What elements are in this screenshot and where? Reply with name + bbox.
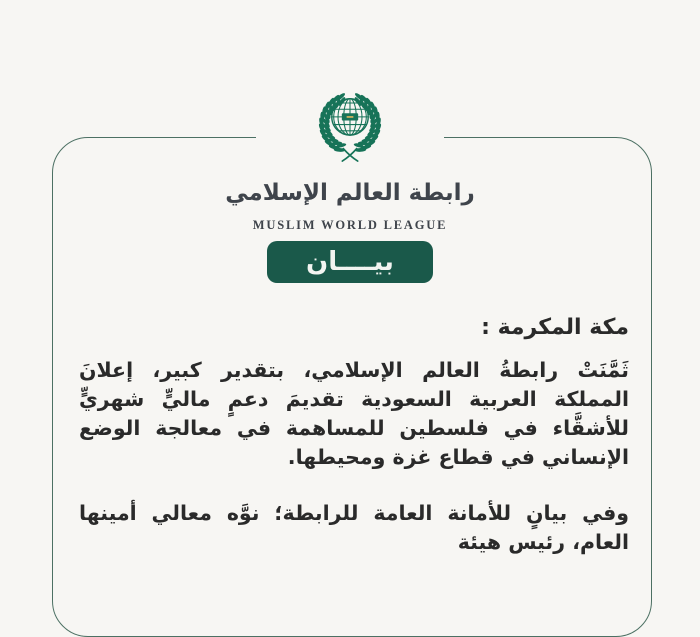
- org-header: [225, 84, 475, 283]
- banner-label: بيــــان: [306, 247, 394, 277]
- laurel-wreath-globe-icon: [302, 84, 398, 169]
- org-name-arabic-calligraphy: رابطة العالم الإسلامي: [225, 180, 475, 206]
- org-name-english: MUSLIM WORLD LEAGUE: [252, 218, 448, 232]
- statement-banner: [267, 241, 433, 283]
- statement-paragraph: وفي بيانٍ للأمانة العامة للرابطة؛ نوَّه معالي أمينها العام، رئيس هيئة: [79, 501, 629, 554]
- dateline: مكة المكرمة :: [481, 315, 629, 340]
- statement-paragraph: ثَمَّنَتْ رابطةُ العالم الإسلامي، بتقدير كبير، إعلانَ المملكة العربية السعودية تقديمَ دعمٍ ماليٍّ شهريٍّ للأشقَّاء في فلسطين للمساهمة في معالجة الوضع الإنساني في قطاع غزة ومحيطها.: [79, 358, 629, 469]
